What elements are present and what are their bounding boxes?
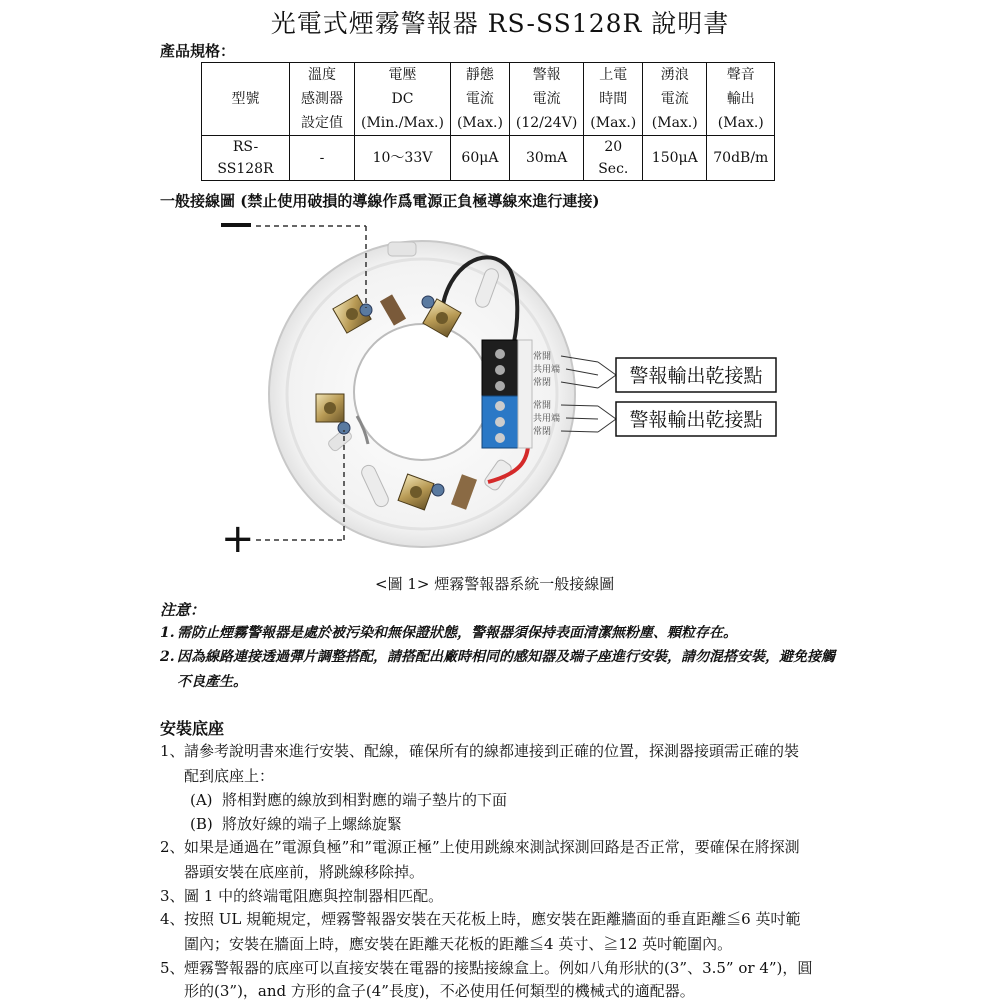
spec-value-cell: 150μA [643, 136, 707, 181]
install-item [160, 956, 850, 1001]
install-item-number: 1、 [160, 742, 185, 760]
note-item [160, 645, 850, 695]
install-item-text: 按照 UL 規範規定，煙霧警報器安裝在天花板上時，應安裝在距離牆面的垂直距離≦6 英吋範 [184, 910, 801, 928]
spec-header-cell: 上電 時間 (Max.) [584, 63, 643, 136]
install-item-number: 2、 [160, 838, 185, 856]
note-continuation: 不良產生。 [177, 674, 247, 690]
spec-value-cell: 20 Sec. [584, 136, 643, 181]
install-item [160, 739, 850, 789]
spec-value-cell: 70dB/m [707, 136, 775, 181]
install-item [160, 835, 850, 885]
spec-value-row [202, 136, 775, 181]
install-item-continuation: 形的(3”)，and 方形的盒子(4”長度)，不必使用任何類型的機械式的適配器。 [184, 982, 695, 1000]
plus-symbol: + [221, 516, 255, 562]
callout-text-2: 警報輸出乾接點 [629, 409, 763, 431]
install-item-continuation: 配到底座上： [184, 767, 275, 785]
note-item [160, 621, 850, 646]
subitem-text: 將放好線的端子上螺絲旋緊 [222, 815, 403, 833]
terminal-label-nc-2: 常閉 [533, 427, 552, 437]
callout-box-1 [616, 358, 776, 392]
terminal-label-com-2: 共用端 [533, 414, 561, 424]
spec-heading: 產品規格： [160, 42, 236, 60]
subitem-tag: (B) [190, 815, 213, 833]
note-number: 1. [160, 625, 175, 641]
note-text: 需防止煙霧警報器是處於被污染和無保證狀態，警報器須保持表面清潔無粉塵、顆粒存在。 [177, 625, 737, 641]
notes-heading: 注意： [160, 601, 206, 619]
install-subitem [190, 813, 402, 834]
relay-terminal-block [482, 340, 532, 448]
minus-symbol [221, 223, 251, 227]
spec-table [201, 62, 775, 181]
spec-header-cell: 警報 電流 (12/24V) [509, 63, 583, 136]
install-item-continuation: 器頭安裝在底座前，將跳線移除掉。 [184, 863, 425, 881]
install-item-text: 圖 1 中的終端電阻應與控制器相匹配。 [184, 887, 444, 905]
install-item-number: 3、 [160, 887, 185, 905]
note-number: 2. [160, 649, 175, 665]
spec-value-cell: RS-SS128R [202, 136, 290, 181]
install-item [160, 907, 850, 957]
terminal-label-no-2: 常開 [533, 401, 552, 411]
spec-header-cell: 聲音 輸出 (Max.) [707, 63, 775, 136]
install-item-text: 如果是通過在”電源負極”和”電源正極”上使用跳線來測試探測回路是否正常，要確保在將探測 [184, 838, 800, 856]
spec-header-cell: 溫度 感測器 設定值 [290, 63, 355, 136]
install-item-continuation: 圍內；安裝在牆面上時，應安裝在距離天花板的距離≦4 英寸、≧12 英吋範圍內。 [184, 935, 733, 953]
figure-caption: <圖 1> 煙霧警報器系統一般接線圖 [375, 575, 615, 593]
document-title: 光電式煙霧警報器 RS-SS128R 說明書 [270, 9, 730, 38]
callout-box-2 [616, 402, 776, 436]
spec-header-cell: 湧浪 電流 (Max.) [643, 63, 707, 136]
spec-value-cell: 30mA [509, 136, 583, 181]
spec-header-cell: 靜態 電流 (Max.) [450, 63, 509, 136]
install-item-number: 5、 [160, 959, 185, 977]
wiring-heading: 一般接線圖 (禁止使用破損的導線作爲電源正負極導線來進行連接) [160, 192, 600, 210]
terminal-label-no-1: 常開 [533, 352, 552, 362]
subitem-tag: (A) [190, 791, 213, 809]
spec-value-cell: 10～33V [355, 136, 451, 181]
terminal-label-nc-1: 常閉 [533, 378, 552, 388]
install-item [160, 884, 850, 909]
terminal-label-com-1: 共用端 [533, 365, 561, 375]
wiring-diagram [218, 212, 788, 564]
spec-header-cell: 電壓 DC (Min./Max.) [355, 63, 451, 136]
install-item-number: 4、 [160, 910, 185, 928]
install-item-text: 請參考說明書來進行安裝、配線，確保所有的線都連接到正確的位置，探測器接頭需正確的裝 [184, 742, 800, 760]
install-heading: 安裝底座 [160, 719, 225, 738]
install-subitem [190, 789, 507, 810]
install-item-text: 煙霧警報器的底座可以直接安裝在電器的接點接線盒上。例如八角形狀的(3”、3.5” or 4”)，圓 [184, 959, 813, 977]
callout-text-1: 警報輸出乾接點 [629, 365, 763, 387]
note-text: 因為線路連接透過彈片調整搭配，請搭配出廠時相同的感知器及端子座進行安裝，請勿混搭安裝，避免接觸 [177, 649, 835, 665]
spec-value-cell: - [290, 136, 355, 181]
spec-header-row [202, 63, 775, 136]
spec-header-cell: 型號 [202, 63, 290, 136]
spec-value-cell: 60μA [450, 136, 509, 181]
subitem-text: 將相對應的線放到相對應的端子墊片的下面 [222, 791, 508, 809]
